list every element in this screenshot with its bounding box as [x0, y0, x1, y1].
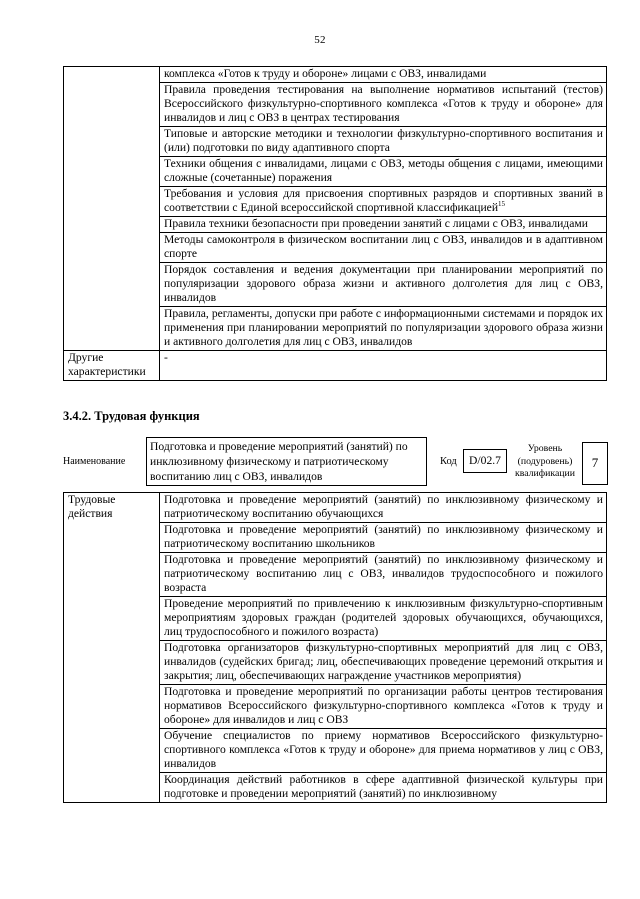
section-title: 3.4.2. Трудовая функция	[63, 409, 200, 423]
row-label-cell	[64, 67, 160, 351]
qualification-level-label: Уровень (подуровень) квалификации	[514, 443, 576, 479]
page-number: 52	[314, 34, 326, 46]
table-row	[64, 493, 607, 523]
footnote-marker: 15	[498, 200, 506, 208]
table-cell: Координация действий работников в сфере адаптивной физической культуры при подготовке и проведении мероприятий (занятий) по инклюзивному	[160, 773, 607, 803]
table-cell: Техники общения с инвалидами, лицами с ОВЗ, методы общения с лицами, имеющими сложные (сочетанные) поражения	[160, 157, 607, 187]
table-cell: Правила проведения тестирования на выполнение нормативов испытаний (тестов) Всероссийского физкультурно-спортивного комплекса «Готов к труду и обороне» для инвалидов и лиц с ОВЗ в центрах тестирования	[160, 83, 607, 127]
qualification-level-box: 7	[582, 442, 608, 485]
table-row	[64, 67, 607, 83]
table-cell: Порядок составления и ведения документации при планировании мероприятий по популяризации здорового образа жизни и активного долголетия для лиц с ОВЗ, инвалидов	[160, 263, 607, 307]
table-cell: Методы самоконтроля в физическом воспитании лиц с ОВЗ, инвалидов и в адаптивном спорте	[160, 233, 607, 263]
table-cell: Проведение мероприятий по привлечению к инклюзивным физкультурно-спортивным мероприятиям здоровых граждан (родителей здоровых обучающихся, обучающихся, лиц трудоспособного и пожилого возраста)	[160, 597, 607, 641]
labor-actions-table	[63, 492, 607, 803]
table-cell: Обучение специалистов по приему нормативов Всероссийского физкультурно-спортивного комплекса «Готов к труду и обороне» для приема нормативов у лиц с ОВЗ, инвалидов	[160, 729, 607, 773]
table-cell: Подготовка и проведение мероприятий по организации работы центров тестирования нормативов Всероссийского физкультурно-спортивного комплекса «Готов к труду и обороне» для инвалидов и лиц с ОВЗ	[160, 685, 607, 729]
row-label-other-characteristics: Другие характеристики	[64, 351, 160, 381]
table-cell: Подготовка организаторов физкультурно-спортивных мероприятий для лиц с ОВЗ, инвалидов (судейских бригад; лиц, обеспечивающих проведение церемоний открытия и закрытия; лиц, обеспечивающих награждение участников мероприятия)	[160, 641, 607, 685]
knowledge-table	[63, 66, 607, 381]
table-cell: -	[160, 351, 607, 381]
labor-function-header	[63, 437, 609, 487]
table-cell: Правила, регламенты, допуски при работе с информационными системами и порядок их применения при планировании мероприятий по популяризации здорового образа жизни и активного долголетия для лиц с ОВЗ, инвалидов	[160, 307, 607, 351]
table-cell	[160, 187, 607, 217]
function-code-box: D/02.7	[463, 449, 507, 473]
cell-text: Требования и условия для присвоения спортивных разрядов и спортивных званий в соответствии с Единой всероссийской спортивной классификацией	[164, 187, 603, 214]
code-label: Код	[440, 456, 457, 467]
table-cell: Правила техники безопасности при проведении занятий с лицами с ОВЗ, инвалидами	[160, 217, 607, 233]
table-cell: Типовые и авторские методики и технологии физкультурно-спортивного воспитания и (или) подготовки по виду адаптивного спорта	[160, 127, 607, 157]
table-cell: Подготовка и проведение мероприятий (занятий) по инклюзивному физическому и патриотическому воспитанию школьников	[160, 523, 607, 553]
table-cell: Подготовка и проведение мероприятий (занятий) по инклюзивному физическому и патриотическому воспитанию лиц с ОВЗ, инвалидов трудоспособного и пожилого возраста	[160, 553, 607, 597]
table-cell: комплекса «Готов к труду и обороне» лицами с ОВЗ, инвалидами	[160, 67, 607, 83]
table-cell: Подготовка и проведение мероприятий (занятий) по инклюзивному физическому и патриотическому воспитанию обучающихся	[160, 493, 607, 523]
name-label: Наименование	[63, 456, 126, 467]
function-name-box: Подготовка и проведение мероприятий (занятий) по инклюзивному физическому и патриотическому воспитанию лиц с ОВЗ, инвалидов	[146, 437, 427, 486]
table-row	[64, 351, 607, 381]
row-label-labor-actions: Трудовые действия	[64, 493, 160, 803]
